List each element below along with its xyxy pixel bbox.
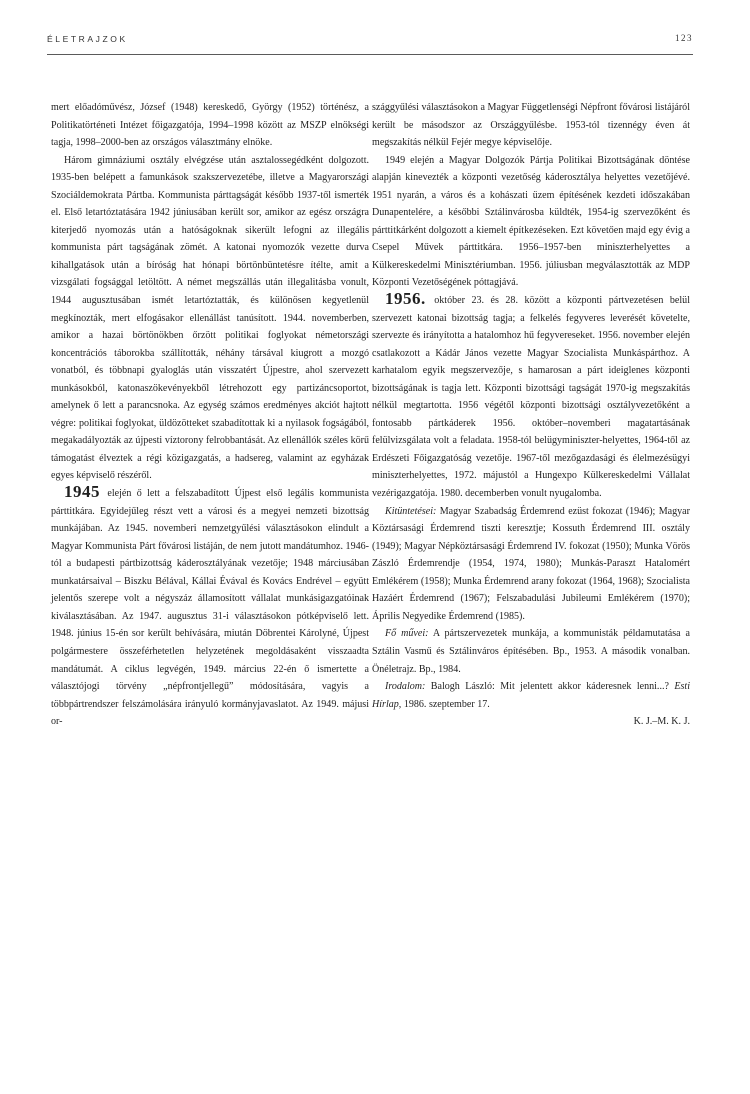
paragraph: szággyűlési választásokon a Magyar Függetlenségi Népfront fővárosi listájáról került be másodszor az Országgyűlésbe. 1953-tól tizennégy éven át megszakítás nélkül Fejér megye képviselője.: [372, 102, 690, 149]
literature-label: Irodalom:: [385, 681, 426, 693]
paragraph: 1949 elején a Magyar Dolgozók Pártja Politikai Bizottságának döntése alapján kinevezték a központi vezetőség káderosztálya helyettes vezetőjévé. 1951 nyarán, a város és a kohászati üzem építésének kezdeti időszakában Dunapentelére, a későbbi Sztálinvárosba küldték, 1954-ig szervezőként és párttitkárként dolgozott a kiemelt építkezéseken. Ezt követően majd egy évig a Csepel Művek párttitkára. 1956–1957-ben miniszterhelyettes a Külkereskedelmi Minisztériumban. 1956. júliusban megválasztották az MDP Központi Vezetőségének póttagjává.: [372, 154, 690, 289]
paragraph: Három gimnáziumi osztály elvégzése után asztalossegédként dolgozott. 1935-ben belépett a famunkások szakszervezetébe, illetve a Magyarországi Szociáldemokrata Pártba. Kommunista párttagságát később 1937-től ismerték el. Első letartóztatására 1942 júniusában került sor, amikor az egész országra kiterjedő nyomozás után a hatóságoknak sikerült lefogni az illegális kommunista párt tagságának zömét. A katonai nyomozók vezette durva kihallgatások után a bíróság hat hónapi börtönbüntetésre ítélte, amit a vizsgálati fogsággal letöltött. A német megszállás után illegalitásba vonult, 1944 augusztusában ismét letartóztatták, és különösen kegyetlenül megkínozták, mert elfogásakor ellenállást tanúsított. 1944. novemberben, amikor a hazai börtönökben őrzött politikai foglyokat németországi koncentrációs táborokba szállították, néhány társával kiugrott a mozgó vonatból, és többnapi gyaloglás után visszatért Újpestre, ahol szervezett munkásokból, katonaszökevényekből létrehozott egy partizáncsoportot, amelynek ő lett a parancsnoka. Az egység számos eredményes akciót hajtott végre: politikai foglyokat, üldözötteket szabadítottak ki a nyilasok fogságából, megakadályozták az újpesti víztorony felrobbantását. Az ellenállók széles körű támogatást élveztek a régi közigazgatás, a hadsereg, valamint az egyházak egyes képviselő részéről.: [51, 154, 369, 482]
paragraph: [372, 289, 690, 503]
left-column: [51, 99, 369, 731]
paragraph-text: elején ő lett a felszabadított Újpest első legális kommunista párttitkára. Egyidejűleg részt vett a városi és a megyei nemzeti bizottság munkájában. Az 1945. novemberi nemzetgyűlési választásokon elindult a Magyar Kommunista Párt fővárosi listáján, de nem jutott mandátumhoz. 1946-tól a budapesti pártbizottság káderosztályának vezetője; 1948 márciusában munkatársaival – Biszku Bélával, Kállai Évával és Kovács Endrével – együtt jelentős szerepe volt a négyszáz államosított vállalat munkásigazgatóinak kiválasztásában. Az 1947. augusztus 31-i választásokon pótképviselő lett. 1948. június 15-én sor került behívására, miután Döbrentei Károlyné, Újpest polgármestere összeférhetetlen helyzetének megoldásaként visszaadta mandátumát. A ciklus legvégén, 1949. március 22-én ő ismertette a választójogi törvény „népfrontjellegű” módosítására, vagyis a többpártrendszer felszámolására irányuló kormányjavaslatot. Az 1949. májusi or-: [51, 488, 369, 728]
page-header: [47, 30, 693, 55]
awards-paragraph: [372, 503, 690, 626]
year-marker: 1945: [64, 482, 100, 502]
year-marker: 1956.: [385, 289, 426, 309]
running-head: ÉLETRAJZOK: [47, 34, 128, 44]
paragraph: [51, 482, 369, 731]
literature-source: Esti Hírlap,: [372, 681, 690, 710]
author-signature: K. J.–M. K. J.: [633, 716, 690, 728]
literature-paragraph: [372, 678, 690, 713]
literature-text: Balogh László: Mit jelentett akkor káderesnek lenni...?: [425, 681, 675, 693]
awards-label: Kitüntetései:: [385, 505, 437, 517]
works-label: Fő művei:: [385, 628, 429, 640]
paragraph-text: október 23. és 28. között a központi pártvezetésen belül szervezett katonai bizottság tagja; a felkelés fegyveres leverését követelte, szervezte és irányította a hatalomhoz hű fegyvereseket. 1956. november elején csatlakozott a Kádár János vezette Magyar Szocialista Munkáspárthoz. A karhatalom egyik megszervezője, s hamarosan a párt ideiglenes központi bizottságának is tagja lett. Központi bizottsági tagságát 1970-ig megszakítás nélkül megtartotta. 1956 végétől központi bizottsági osztályvezetőként a fontosabb pártkáderek 1956. október–novemberi magatartásának felülvizsgálata volt a feladata. 1958-tól belügyminiszter-helyettes, 1964-től az Erdészeti Főigazgatóság vezetője. 1967-től mezőgazdasági és élelmezésügyi miniszterhelyettes, 1972. májustól a Hungexpo Külkereskedelmi Vállalat vezérigazgatója. 1980. decemberben vonult nyugalomba.: [372, 295, 690, 500]
right-column: [372, 99, 690, 731]
works-text: A pártszervezetek munkája, a kommunisták példamutatása a Sztálin Vasmű és Sztálinváros építésében. Bp., 1953. A második vonalban. Önéletrajz. Bp., 1984.: [372, 628, 691, 675]
works-paragraph: [372, 625, 690, 678]
awards-text: Magyar Szabadság Érdemrend ezüst fokozat (1946); Magyar Köztársasági Érdemrend tiszti keresztje; Kossuth Érdemrend III. osztály (1949); Magyar Népköztársasági Érdemrend IV. fokozat (1950); Munka Vörös Zászló Érdemrendje (1954, 1974, 1980); Munkás-Paraszt Hatalomért Emlékérem (1958); Munka Érdemrend arany fokozat (1964, 1968); Szocialista Hazáért Érdemrend (1967); Felszabadulási Jubileumi Emlékérem (1970); Április Negyedike Érdemrend (1985).: [372, 505, 690, 622]
paragraph: mert előadóművész, József (1948) kereskedő, György (1952) történész, a Politikatörténeti Intézet főigazgatója, 1994–1998 között az MSZP elnökségi tagja, 1998–2000-ben az országos választmány elnöke.: [51, 102, 369, 149]
literature-date: 1986. szeptember 17.: [401, 698, 490, 710]
page-number: 123: [675, 33, 693, 43]
